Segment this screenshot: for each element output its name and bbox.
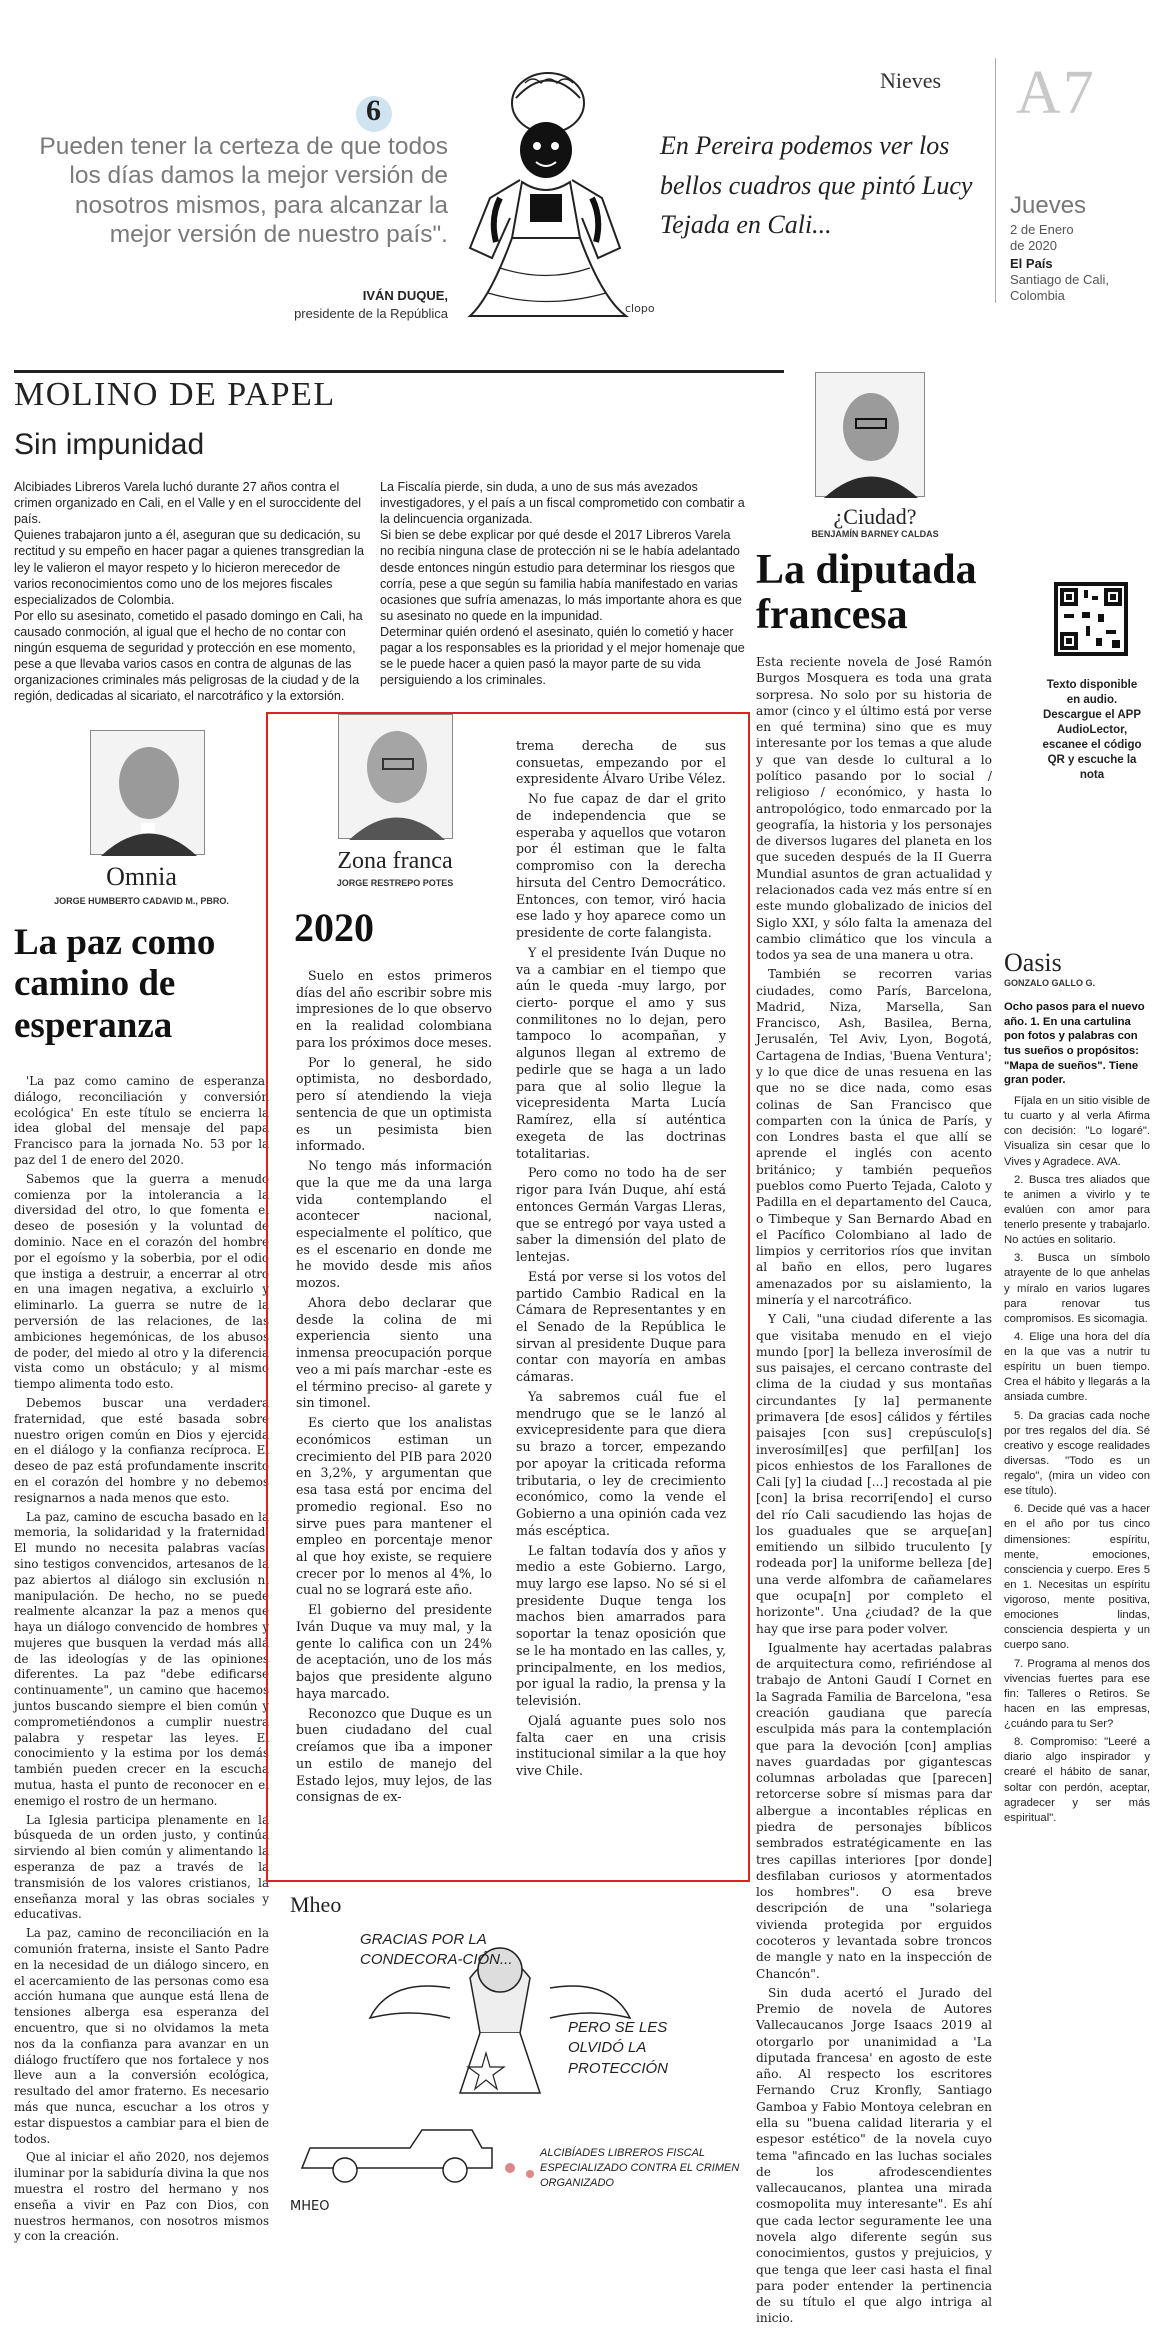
- author-oasis: GONZALO GALLO G.: [1004, 978, 1095, 988]
- article-paragraph: La Iglesia participa plenamente en la búsqueda de un orden justo, y continúa sirviendo al bien común y alimentando la esperanza de paz a través de la transmisión de los valores cristianos, la enseñanza moral y las obras sociales y educativas.: [14, 1812, 269, 1922]
- article-paragraph: Ahora debo declarar que desde la colina de mi experiencia siento una inmensa preocupación porque veo a mi país marchar -este es el término preciso- al garete y sin timonel.: [296, 1294, 492, 1411]
- article-paragraph: Pero como no todo ha de ser rigor para Iván Duque, ahí está entonces Germán Vargas Lleras, que se entregó por vaya usted a saber la dimensión del plato de lentejas.: [516, 1165, 726, 1265]
- column-name-omnia: Omnia: [106, 862, 177, 891]
- featured-quote: Pueden tener la certeza de que todos los días damos la mejor versión de nosotros mismos, para alcanzar la mejor versión de nuestro país".: [39, 133, 448, 249]
- column-name-oasis: Oasis: [1004, 948, 1062, 977]
- author-photo-ciudad: [815, 372, 925, 497]
- editorial-title: Sin impunidad: [14, 428, 205, 461]
- article-paragraph: No tengo más información que la que me da una larga vida contemplando el acontecer nacional, especialmente el político, que es el escenario en donde me he movido desde mis años mozos.: [296, 1158, 492, 1291]
- cartoon-section-mheo: Mheo: [290, 1892, 342, 1917]
- article-paragraph: Le faltan todavía dos y años y medio a este Gobierno. Largo, muy largo ese lapso. No sé si el presidente Duque tenga los machos bien amarrados para soportar la tenaz oposición que se le ha montado en las calles, y, principalmente, en los medios, por igual la radio, la prensa y la televisión.: [516, 1542, 726, 1709]
- article-paragraph: Sin duda acertó el Jurado del Premio de novela de Autores Vallecaucanos Jorge Isaacs 2019 al otorgarlo por unanimidad a 'La diputada francesa' en agosto de este año. Al respecto los escritores Fernando Cruz Kronfly, Santiago Gamboa y Fabio Montoya celebran en ella su "buena calidad literaria y el espesor estético" de la novela cuyo tema "afincado en las luchas sociales de los afrodescendientes vallecaucanos, plantea una mirada cosmopolita muy interesante". Es ahí que cada lector seguramente lee una novela algo diferente según sus conocimientos, gustos y prejuicios, y que tenga que leer casi hasta el final para poder entender la pertinencia de su título el que algo intriga al inicio.: [756, 1985, 992, 2326]
- article-zona-franca-col1: [296, 968, 492, 1809]
- qr-code[interactable]: [1054, 582, 1128, 656]
- article-paragraph: Es cierto que los analistas económicos estiman un crecimiento del PIB para 2020 en 3,2%, y argumentan que esa tasa está por encima del promedio regional. Eso no sirve pues para mantener el empleo en porcentaje menor al que hoy existe, se requiere crecer por lo menos al 4%, lo cual no se logrará este año.: [296, 1415, 492, 1598]
- oasis-paragraph: 8. Compromiso: "Leeré a diario algo inspirador y crearé el hábito de sanar, soltar con perdón, aceptar, agradecer y ser más espiritual".: [1004, 1736, 1150, 1824]
- article-paragraph: Igualmente hay acertadas palabras de arquitectura como, refiriéndose al trabajo de Antoni Gaudí I Cornet en la Sagrada Familia de Barcelona, "esa creación gaudiana que parecía esculpida más para la contemplación que para la devoción [con] amplias naves guardadas por gigantescas columnas arboladas que [parecen] retorcerse sobre sí mismas para dar albergue a incontables réplicas en piedra de personajes bíblicos sembrados estratégicamente en las tres capillas interiores [por donde] desfilaban curiosos y atormentados los hombres". O esa breve descripción de una "solariega vivienda protegida por erguidos cocoteros y levantada sobre troncos de mangle y nato en la inspección de Chancón".: [756, 1640, 992, 1981]
- headline-ciudad: La diputada francesa: [756, 547, 977, 639]
- editorial-paragraph: Determinar quién ordenó el asesinato, quién lo cometió y hacer pagar a los responsables es la prioridad y el mejor homenaje que se le puede hacer a quien pasó la mayor parte de su vida persiguiendo a los criminales.: [380, 624, 745, 688]
- issue-place: Santiago de Cali, Colombia: [1010, 272, 1110, 304]
- oasis-paragraph: Fíjala en un sitio visible de tu cuarto y al verla Afirma con decisión: "Lo logaré". Visualiza sin cesar que lo Vives y Agradece. AVA.: [1004, 1095, 1150, 1168]
- oasis-paragraph: 4. Elige una hora del día en la que vas a nutrir tu espíritu un buen tiempo. Crea el hábito y llegarás a la ansiada cumbre.: [1004, 1330, 1150, 1404]
- article-paragraph: 'La paz como camino de esperanza: diálogo, reconciliación y conversión ecológica' En este título se encierra la idea global del mensaje del papa Francisco para la jornada No. 53 por la paz del 1 de enero del 2020.: [14, 1074, 269, 1167]
- article-paragraph: No fue capaz de dar el grito de independencia que se esperaba y aquellos que votaron por él estiman que le falta compromiso con la derecha hirsuta del Centro Democrático. Entonces, con temor, viró hacia ese lado y hoy aparece como un presidente de corte falangista.: [516, 791, 726, 941]
- cartoon-handwritten-caption: En Pereira podemos ver los bellos cuadros que pintó Lucy Tejada en Cali...: [660, 131, 973, 240]
- oasis-paragraph: 2. Busca tres aliados que te animen a vivirlo y te evalúen con amor para tenerlo presente y trabajarlo. No actúes en solitario.: [1004, 1173, 1150, 1247]
- editorial-paragraph: Quienes trabajaron junto a él, aseguran que su dedicación, su rectitud y su empeño en hacer pagar a quienes transgredian la ley le valieron el mayor respeto y lo hicieron merecedor de varios reconocimientos como uno de los mejores fiscales especializados de Colombia.: [14, 528, 365, 607]
- article-paragraph: La paz, camino de escucha basado en la memoria, la solidaridad y la fraternidad. El mundo no necesita palabras vacías, sino testigos convencidos, artesanos de la paz abiertos al diálogo sin exclusión ni manipulación. De hecho, no se puede realmente alcanzar la paz a menos que haya un diálogo convencido de hombres y mujeres que busquen la verdad más allá de las ideologías y de las opiniones diferentes. La paz "debe edificarse continuamente", un camino que hacemos juntos buscando siempre el bien común y comprometiéndonos a cumplir nuestra palabra y respetar las leyes. El conocimiento y la estima por los demás también pueden crecer en la escucha mutua, hasta el punto de reconocer en el enemigo el rostro de un hermano.: [14, 1509, 269, 1808]
- editorial-paragraph: Alcibiades Libreros Varela luchó durante 27 años contra el crimen organizado en Cali, en el Valle y en el suroccidente del país.: [14, 480, 361, 527]
- editorial-section: MOLINO DE PAPEL: [14, 376, 336, 413]
- article-paragraph: Y Cali, "una ciudad diferente a las que visitaba menudo en el viejo mundo [por] la belleza inverosímil de sus paisajes, el cercano contraste del clima de la ciudad y sus montañas circundantes [y la] permanente primavera [de esos] cálidos y fértiles paisajes [con sus] crepúsculo[s] inverosímil[es] que perfil[an] los picos enhiestos de los Farallones de Cali [y] la ciudad [...] recostada al pie [con] la brisa recorri[endo] el curso del río Cali sacudiendo las hojas de los guaduales que se arque[an] emitiendo un silbido truculento [y rodeada por] la uniforme belleza [de] una verde alfombra de cañamelares que ocupa[n] por completo el horizonte". Una ¿ciudad? de la que hay que irse para poder volver.: [756, 1312, 992, 1636]
- mheo-caption: ALCIBÍADES LIBREROS FISCAL ESPECIALIZADO CONTRA EL CRIMEN ORGANIZADO: [540, 2147, 740, 2189]
- oasis-paragraph: 5. Da gracias cada noche por tres regalos del día. Sé creativo y escoge realidades diversas. "Todo es un regalo", (mira un video con ese título).: [1004, 1409, 1150, 1498]
- oasis-paragraph: 7. Programa al menos dos vivencias fuertes para ese fin: Talleres o Retiros. Se hacen en las empresas, ¿cuándo para tu Ser?: [1004, 1657, 1150, 1730]
- editorial-paragraph: Si bien se debe explicar por qué desde el 2017 Libreros Varela no recibía ninguna clase de protección ni se le había adelantado desde entonces ningún estudio para determinar los riesgos que corría, pese a que según su familia había manifestado en varias ocasiones que sufría amenazas, lo más importante ahora es que su asesinato no quede en la impunidad.: [380, 528, 742, 623]
- section-name: Nieves: [880, 68, 942, 93]
- quote-author: IVÁN DUQUE,: [362, 288, 448, 303]
- column-name-ciudad: ¿Ciudad?: [833, 504, 917, 529]
- mheo-bubble-1: GRACIAS POR LA CONDECORA-CIÓN...: [360, 1931, 513, 1969]
- editorial-paragraph: La Fiscalía pierde, sin duda, a uno de sus más avezados investigadores, y el país a un fiscal comprometido con combatir a la delincuencia organizada.: [380, 480, 745, 527]
- article-ciudad: [756, 654, 992, 2330]
- editorial-col1: [14, 479, 366, 705]
- mheo-bubble-2: PERO SE LES OLVIDÓ LA PROTECCIÓN: [568, 2019, 669, 2077]
- paper-name: El País: [1010, 256, 1053, 271]
- article-paragraph: Por lo general, he sido optimista, no desbordado, pero sí atendiendo la vieja sentencia de que un optimista es un pesimista bien informado.: [296, 1054, 492, 1154]
- editorial-paragraph: Por ello su asesinato, cometido el pasado domingo en Cali, ha causado conmoción, al igual que el hecho de no contar con ningún esquema de seguridad y protección en ese momento, pese a que llevaba varios casos en contra de algunas de las organizaciones criminales más peligrosas de la ciudad y de la región, dedicadas al sicariato, el narcotráfico y la extorsión.: [14, 608, 363, 704]
- article-paragraph: Sabemos que la guerra a menudo comienza por la intolerancia a la diversidad del otro, lo que fomenta el deseo de posesión y la voluntad de dominio. Nace en el corazón del hombre por el egoísmo y la soberbia, por el odio que instiga a destruir, a encerrar al otro en una imagen negativa, a excluirlo y eliminarlo. La guerra se nutre de la perversión de las relaciones, de las ambiciones hegemónicas, de los abusos de poder, del miedo al otro y la diferencia vista como un obstáculo; y al mismo tiempo alimenta todo esto.: [14, 1171, 269, 1392]
- article-paragraph: Suelo en estos primeros días del año escribir sobre mis impresiones de lo que observo en la realidad colombiana para los próximos doce meses.: [296, 968, 492, 1050]
- article-paragraph: Ya sabremos cuál fue el mendrugo que se le lanzó al exvicepresidente para que diera su brazo a torcer, empezando por apoyar la criticada reforma tributaria, o ley de crecimiento económico, como la vende el Gobierno a una opinión cada vez más escéptica.: [516, 1388, 726, 1538]
- cartoon-signature: clopo: [625, 302, 655, 315]
- author-ciudad: BENJAMÍN BARNEY CALDAS: [811, 529, 939, 539]
- article-paragraph: Ojalá aguante pues solo nos falta caer en una crisis institucional similar a la que hoy vive Chile.: [516, 1712, 726, 1779]
- headline-omnia: La paz como camino de esperanza: [14, 922, 216, 1046]
- article-omnia: [14, 1074, 269, 2248]
- article-paragraph: También se recorren varias ciudades, como París, Barcelona, Madrid, Niza, Marsella, San Francisco, Ash, Basilea, Berna, Jerusalén, Tel Aviv, Lyon, Bogotá, Cartagena de Indias, 'Buena Ventura'; y lo que dice de unas resuena en las que no se dice nada, como esas colinas de San Francisco que comparten con la única de París, y con Londres basta el que allí se aprende el inglés con acento británico; y también pequeños pueblos como Puerto Tejada, Caloto y Padilla en el departamento del Cauca, o Timbeque y San Bernardo Abad en el Pacífico Colombiano al lado de limpios y cerritorios ríos que invitan al baño en ellos, pero lugares amenazados por su aislamiento, la minería y el narcotráfico.: [756, 967, 992, 1307]
- issue-day: Jueves: [1010, 192, 1087, 219]
- article-paragraph: Y el presidente Iván Duque no va a cambiar en el tiempo que aún le queda -muy largo, por cierto- porque el amo y sus conmilitones no lo dejan, pero tampoco lo acompañan, y algunos llegan al extremo de pedirle que se haga a un lado para que al solio llegue la vicepresidenta Marta Lucía Ramírez, ella sí auténtica exegeta de las doctrinas totalitarias.: [516, 944, 726, 1161]
- author-photo-zona-franca: [338, 714, 453, 839]
- oasis-paragraph: 3. Busca un símbolo atrayente de lo que anhelas y míralo en varios lugares para renovar tus compromisos. Es sicomagia.: [1004, 1252, 1150, 1325]
- quote-mark: 6: [366, 94, 381, 127]
- article-paragraph: trema derecha de sus consuetas, empezando por el expresidente Álvaro Uribe Vélez.: [516, 738, 726, 787]
- quote-author-role: presidente de la República: [294, 306, 448, 321]
- article-paragraph: Que al iniciar el año 2020, nos dejemos iluminar por la sabiduría divina la que nos muestra el rostro del hermano y nos enseña a vivir en Paz con Dios, con nuestros hermanos, con nosotros mismos y con la creación.: [14, 2150, 269, 2244]
- headline-zona-franca: 2020: [294, 905, 374, 950]
- article-paragraph: Esta reciente novela de José Ramón Burgos Mosquera es toda una grata sorpresa. No solo por su historia de amor (cinco y el último está por verse en qué termina) sino que es muy interesante por los temas a que alude y que van desde lo cultural a lo político pasando por lo social / religioso / económico, y hasta lo antropológico, todo enmarcado por la geografía, la historia y los personajes de diversos lugares del planeta en los que suceden después de la II Guerra Mundial asuntos de gran actualidad y relacionados cada vez más entre sí en este mundo globalizado de inicios del Siglo XXI, y sólo falta la amenaza del cambio climático que los vincula a todos ya sea de una manera u otra.: [756, 655, 992, 963]
- article-paragraph: La paz, camino de reconciliación en la comunión fraterna, insiste el Santo Padre en la necesidad de un diálogo sincero, en el acercamiento de las personas como esa acción humana que aunque está llena de tensiones alberga esa esperanza del encuentro, que si no olvidamos la meta nos da la confianza para avanzar en un diálogo fructífero que nos fortalece y nos lleve aun a la conversión ecológica, resultado del amor fraterno. Es necesario más que nunca, escuchar a los otros y estar dispuestos a cambiar para el bien de todos.: [14, 1926, 269, 2146]
- author-photo-omnia: [90, 730, 205, 855]
- oasis-paragraph: 6. Decide qué vas a hacer en el año por tus cinco dimensiones: espíritu, mente, emociones, consciencia y cuerpo. Eres 5 en 1. Necesitas un espíritu vigoroso, mente positiva, emociones lindas, consciencia despierta y un cuerpo sano.: [1004, 1503, 1150, 1652]
- article-zona-franca-col2: [516, 738, 726, 1783]
- qr-instructions: Texto disponible en audio. Descargue el APP AudioLector, escanee el código QR y escuche la nota: [1042, 679, 1142, 781]
- oasis-lead: Ocho pasos para el nuevo año. 1. En una cartulina pon fotos y palabras con tus sueños o propósitos: "Mapa de sueños". Tiene gran poder.: [1004, 1001, 1145, 1087]
- article-paragraph: Está por verse si los votos del partido Cambio Radical en la Cámara de Representantes y en el Senado de la República le sirvan al presidente Duque para contar con mayoría en ambas cámaras.: [516, 1268, 726, 1385]
- author-zona-franca: JORGE RESTREPO POTES: [336, 878, 454, 888]
- article-paragraph: Reconozco que Duque es un buen ciudadano del cual creíamos que iba a imponer un estilo de manejo del Estado lejos, muy lejos, de las consignas de ex-: [296, 1705, 492, 1805]
- editorial-col2: [380, 479, 746, 688]
- header-cartoon: [430, 58, 660, 328]
- mheo-signature: MHEO: [290, 2199, 330, 2214]
- issue-date: 2 de Enero de 2020: [1010, 222, 1074, 254]
- oasis-body: [1004, 1094, 1150, 1829]
- column-name-zona-franca: Zona franca: [337, 848, 453, 874]
- article-paragraph: Debemos buscar una verdadera fraternidad, que esté basada sobre nuestro origen común en Dios y ejercida en el diálogo y la confianza recíproca. El deseo de paz está profundamente inscrito en el corazón del hombre y no debemos resignarnos a nada menos que esto.: [14, 1395, 269, 1505]
- author-omnia: JORGE HUMBERTO CADAVID M., PBRO.: [54, 896, 229, 906]
- page-number: A7: [1016, 59, 1096, 127]
- article-paragraph: El gobierno del presidente Iván Duque va muy mal, y la gente lo califica con un 24% de aceptación, uno de los más bajos que presidente alguno haya marcado.: [296, 1602, 492, 1701]
